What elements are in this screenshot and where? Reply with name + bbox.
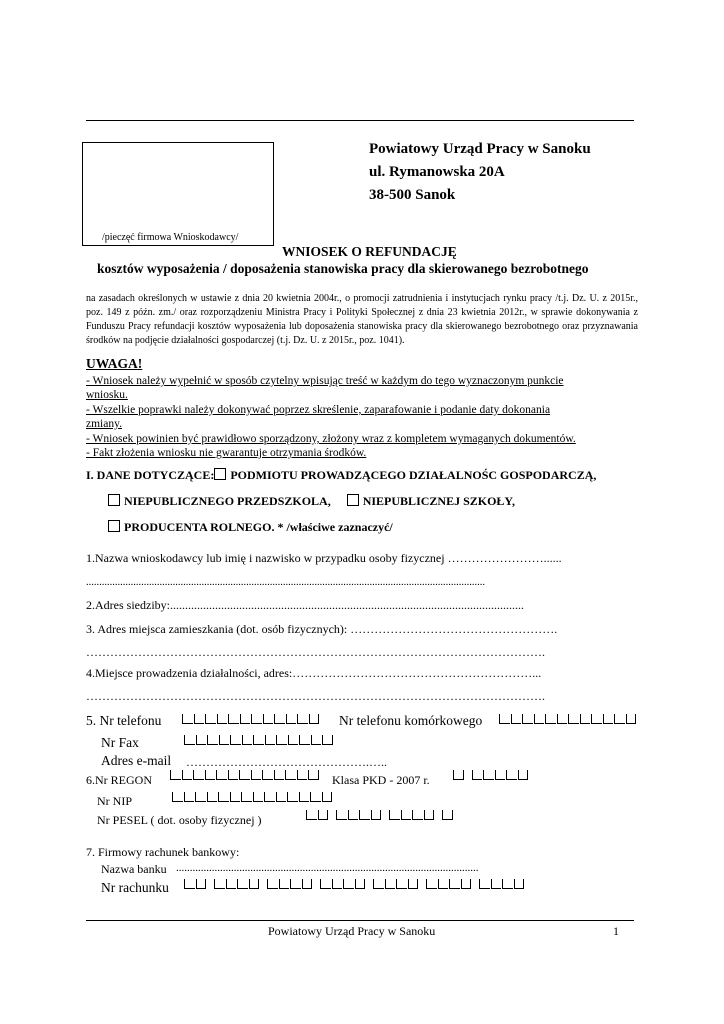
office-street: ul. Rymanowska 20A [369,164,505,180]
top-rule [86,120,634,121]
footer-rule [86,920,634,921]
phone-digit-boxes[interactable] [182,714,320,724]
mobile-digit-boxes[interactable] [499,714,637,724]
checkbox-business[interactable] [214,468,226,480]
email-input[interactable]: ……………………………………….….. [186,755,387,769]
field-1-name[interactable]: 1.Nazwa wnioskodawcy lub imię i nazwisko w przypadku osoby fizycznej ……………………...... [86,551,562,565]
bank-heading: 7. Firmowy rachunek bankowy: [86,845,240,859]
option-preschool-label: NIEPUBLICZNEGO PRZEDSZKOLA, [124,494,331,508]
option-school-label: NIEPUBLICZNEJ SZKOŁY, [362,494,515,508]
pkd-label: Klasa PKD - 2007 r. [332,773,430,787]
account-label: Nr rachunku [101,880,169,895]
nip-label: Nr NIP [97,794,132,808]
page-number: 1 [613,924,619,938]
field-4-business-address[interactable]: 4.Miejsce prowadzenia działalności, adres:……………………………………………………... [86,666,542,680]
uwaga-line-3: - Wszelkie poprawki należy dokonywać poprzez skreślenie, zaparafowanie i podanie daty dokonania [86,404,551,416]
regon-digit-boxes[interactable] [170,770,320,780]
pesel-label: Nr PESEL ( dot. osoby fizycznej ) [97,813,262,827]
uwaga-line-5: - Wniosek powinien być prawidłowo sporządzony, złożony wraz z kompletem wymaganych dokumentów. [86,433,576,445]
phone-label: 5. Nr telefonu [86,713,162,728]
field-1-name-line-2[interactable]: ........................................................................................................................................................ [86,577,485,588]
form-subtitle: kosztów wyposażenia / doposażenia stanowiska pracy dla skierowanego bezrobotnego [97,261,589,276]
legal-basis: na zasadach określonych w ustawie z dnia 20 kwietnia 2004r., o promocji zatrudnienia i instytucjach rynku pracy /t.j. Dz. U. z 2015r., poz. 149 z późn. zm./ oraz rozporządzeniu Ministra Pracy i Polityki Społecznej z dnia 23 kwietnia 2012r., w sprawie dokonywania z Funduszu Pracy refundacji kosztów wyposażenia lub doposażenia stanowiska pracy dla skierowanego bezrobotnego oraz przyznawania środków na podjęcie działalności gospodarczej (t.j. Dz. U. z 2015r., poz. 1041). [86,293,638,346]
uwaga-line-6: - Fakt złożenia wniosku nie gwarantuje otrzymania środków. [86,447,367,459]
section-1-row-3 [108,520,393,535]
field-4-business-address-line-2[interactable]: ……………………………………………………………………………………………………. [86,689,545,703]
option-note: * /właściwe zaznaczyć/ [274,520,393,534]
pesel-digit-boxes[interactable] [306,810,454,820]
checkbox-farmer[interactable] [108,520,120,532]
bank-name-input[interactable]: .............................................................................................................. [176,862,479,874]
section-1-row-2 [108,494,515,509]
office-name: Powiatowy Urząd Pracy w Sanoku [369,141,591,157]
regon-label: 6.Nr REGON [86,773,152,787]
form-title: WNIOSEK O REFUNDACJĘ [282,244,457,259]
mobile-label: Nr telefonu komórkowego [339,713,483,728]
uwaga-line-2: wniosku. [86,389,128,401]
footer-text: Powiatowy Urząd Pracy w Sanoku [268,924,436,938]
field-3-residence[interactable]: 3. Adres miejsca zamieszkania (dot. osób fizycznych): ……………………………………………. [86,622,558,636]
option-business-label: PODMIOTU PROWADZĄCEGO DZIAŁALNOŚC GOSPODARCZĄ, [230,468,597,482]
email-label: Adres e-mail [101,753,172,768]
option-farmer-label: PRODUCENTA ROLNEGO. [124,520,275,534]
uwaga-heading: UWAGA! [86,356,143,371]
pkd-digit-boxes[interactable] [453,770,529,780]
checkbox-school[interactable] [347,494,359,506]
fax-digit-boxes[interactable] [184,735,334,745]
fax-label: Nr Fax [101,735,139,750]
uwaga-line-1: - Wniosek należy wypełnić w sposób czytelny wpisując treść w każdym do tego wyznaczonym punkcie [86,375,564,387]
nip-digit-boxes[interactable] [172,792,333,802]
section-1-label: I. DANE DOTYCZĄCE: [86,468,215,482]
uwaga-line-4: zmiany. [86,418,122,430]
stamp-caption: /pieczęć firmowa Wnioskodawcy/ [102,232,239,243]
checkbox-preschool[interactable] [108,494,120,506]
section-1-heading [86,468,596,483]
office-city: 38-500 Sanok [369,187,456,203]
account-digit-boxes[interactable] [184,879,525,889]
field-3-residence-line-2[interactable]: ……………………………………………………………………………………………………. [86,645,545,659]
field-2-address[interactable]: 2.Adres siedziby:...................................................................................................................... [86,598,524,612]
bank-name-label: Nazwa banku [101,862,167,876]
